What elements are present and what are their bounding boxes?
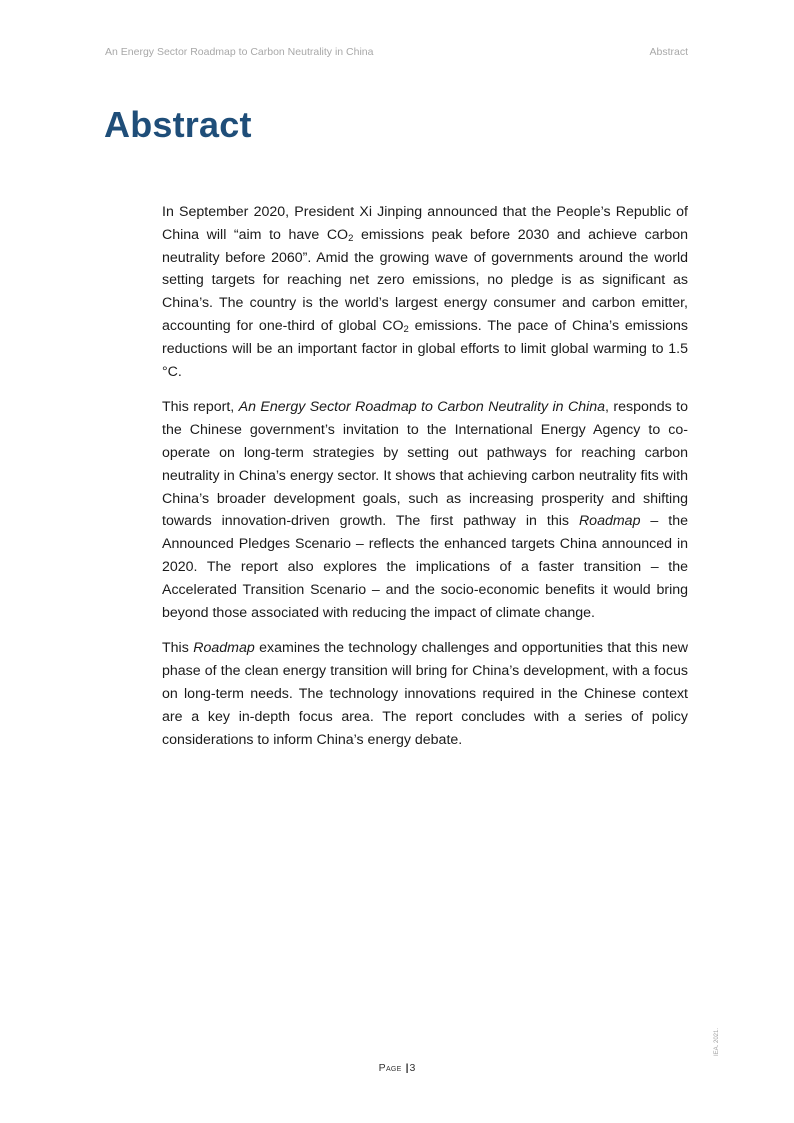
p1-text-b: emissions peak before 2030 and achieve carbon neutrality before 2060”. Amid the growing wave of governments around the world setting targets for reaching net zero emissions, no pledge is as significant as China’s. The country is the world’s largest energy consumer and carbon emitter, accounting for one-third of global CO	[162, 226, 688, 334]
header-section-name: Abstract	[649, 46, 688, 58]
running-header	[105, 46, 688, 58]
p2-roadmap-italic: Roadmap	[578, 513, 641, 530]
p1-text-c: emissions. The pace of China’s emissions reductions will be an important factor in global efforts to limit global warming to 1.5 °C.	[162, 317, 688, 380]
header-document-title: An Energy Sector Roadmap to Carbon Neutrality in China	[105, 46, 374, 58]
paragraph-3	[162, 637, 688, 751]
p3-roadmap-italic: Roadmap	[193, 640, 255, 657]
abstract-body	[162, 201, 688, 764]
p1-text-a: In September 2020, President Xi Jinping announced that the People’s Republic of China will “aim to have CO	[162, 204, 688, 243]
p2-text-b: , responds to the Chinese government’s invitation to the International Energy Agency to co-operate on long-term strategies by setting out pathways for reaching carbon neutrality in China’s energy sector. It shows that achieving carbon neutrality fits with China’s broader development goals, such as increasing prosperity and shifting towards innovation-driven growth. The first pathway in this	[162, 399, 688, 530]
p2-report-title: An Energy Sector Roadmap to Carbon Neutrality in China	[238, 399, 606, 416]
page-title: Abstract	[104, 104, 252, 145]
page-number: 3	[409, 1062, 416, 1074]
p2-text-c: – the Announced Pledges Scenario – reflects the enhanced targets China announced in 2020. The report also explores the implications of a faster transition – the Accelerated Transition Scenario – and the socio-economic benefits it would bring beyond those associated with reducing the impact of climate change.	[162, 513, 688, 621]
paragraph-1	[162, 201, 688, 383]
page-separator: |	[405, 1062, 409, 1074]
page-footer	[0, 1062, 794, 1074]
paragraph-2	[162, 396, 688, 624]
p3-text-b: examines the technology challenges and opportunities that this new phase of the clean energy transition will bring for China’s development, with a focus on long-term needs. The technology innovations required in the Chinese context are a key in-depth focus area. The report concludes with a series of policy considerations to inform China’s energy debate.	[162, 640, 688, 748]
p1-subscript-1: 2	[348, 232, 354, 244]
copyright-notice: IEA. 2021.	[714, 1027, 720, 1056]
page-label: Page	[378, 1062, 402, 1074]
p3-text-a: This	[162, 640, 194, 657]
p2-text-a: This report,	[162, 399, 239, 416]
p1-subscript-2: 2	[403, 323, 409, 335]
